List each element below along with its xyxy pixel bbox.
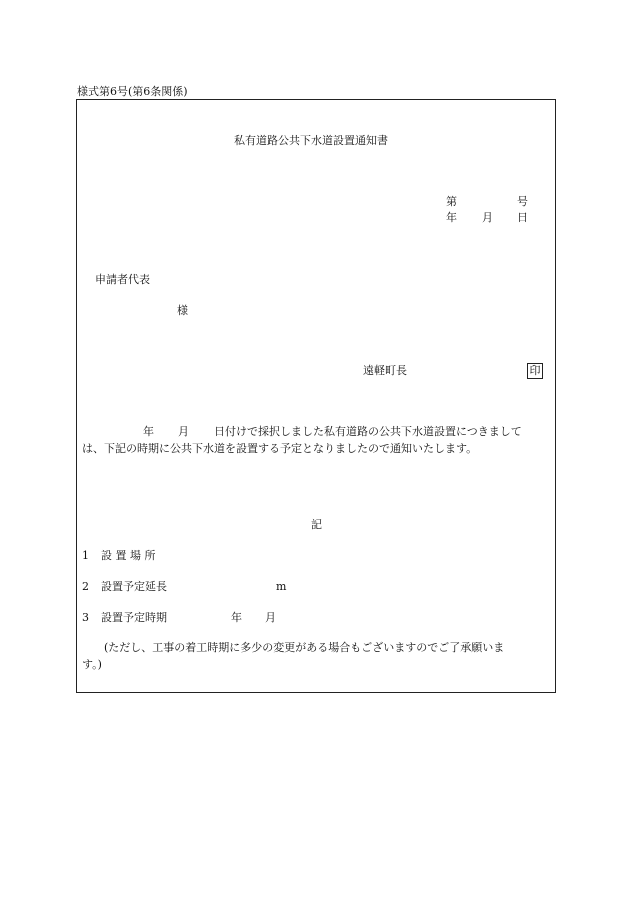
- item-3-number: 3: [82, 611, 89, 624]
- sender-name: 遠軽町長: [363, 364, 407, 377]
- item-3-year: 年: [231, 611, 242, 624]
- document-title: 私有道路公共下水道設置通知書: [234, 134, 388, 147]
- form-label: 様式第6号(第6条関係): [77, 85, 188, 98]
- body-line1-rest: 日付けで採択しました私有道路の公共下水道設置につきまして: [214, 425, 522, 438]
- note-line2: す。): [82, 658, 102, 671]
- ki-heading: 記: [311, 518, 322, 531]
- item-2-number: 2: [82, 580, 89, 593]
- item-3-month: 月: [265, 611, 276, 624]
- item-1-label: 設 置 場 所: [101, 549, 156, 562]
- addressee-label: 申請者代表: [95, 273, 150, 286]
- number-suffix: 号: [517, 195, 528, 208]
- body-line2: は、下記の時期に公共下水道を設置する予定となりましたので通知いたします。: [82, 442, 478, 455]
- addressee-honorific: 様: [177, 304, 188, 317]
- body-month: 月: [178, 425, 189, 438]
- number-prefix: 第: [446, 195, 457, 208]
- date-month: 月: [482, 211, 493, 224]
- date-day: 日: [517, 211, 528, 224]
- form-frame: [76, 99, 556, 693]
- item-2-unit: m: [276, 580, 287, 593]
- item-2-label: 設置予定延長: [101, 580, 167, 593]
- seal-mark: 印: [527, 363, 543, 379]
- note-line1: (ただし、工事の着工時期に多少の変更がある場合もございますのでご了承願いま: [104, 641, 505, 654]
- date-year: 年: [446, 211, 457, 224]
- item-1-number: 1: [82, 549, 89, 562]
- item-3-label: 設置予定時期: [101, 611, 167, 624]
- body-year: 年: [143, 425, 154, 438]
